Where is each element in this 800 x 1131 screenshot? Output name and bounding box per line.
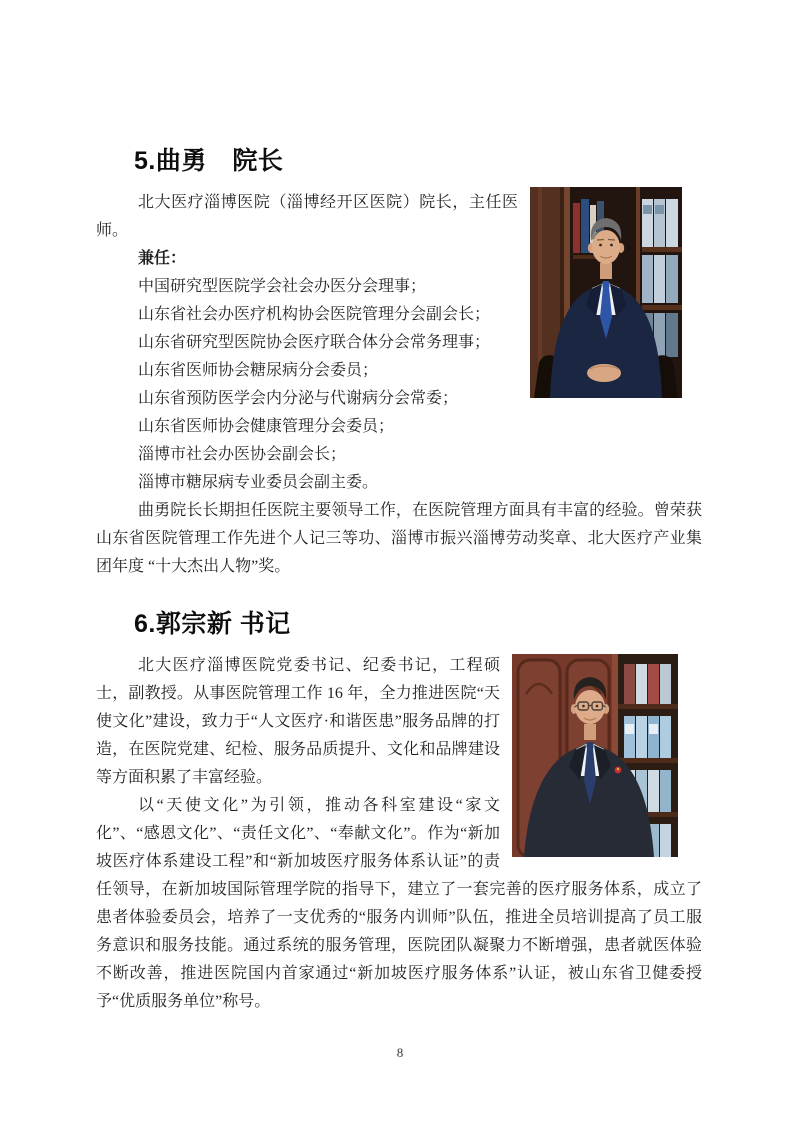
section-heading-guo-zongxin: 6.郭宗新 书记 xyxy=(134,610,291,638)
bio-line: 淄博市社会办医协会副会长； xyxy=(138,446,347,463)
section-guo-zongxin xyxy=(96,609,702,1016)
section-qu-yong xyxy=(96,146,702,581)
bio-line: 北大医疗淄博医院（淄博经开区医院）院长，主任医师。 xyxy=(96,194,518,239)
bio-line: 中国研究型医院学会社会办医分会理事； xyxy=(138,278,427,295)
bio-paragraph: 以“天使文化”为引领，推动各科室建设“家文化”、“感恩文化”、“责任文化”、“奉献文化”。作为“新加坡医疗体系建设工程”和“新加坡医疗服务体系认证”的责任领导，在新加坡国际管理学院的指导下，建立了一套完善的医疗服务体系，成立了患者体验委员会，培养了一支优秀的“服务内训师”队伍，推进全员培训提高了员工服务意识和服务技能。通过系统的服务管理，医院团队凝聚力不断增强，患者就医体验不断改善，推进医院国内首家通过“新加坡医疗服务体系”认证，被山东省卫健委授予“优质服务单位”称号。 xyxy=(96,797,702,1010)
section-body-qu-yong xyxy=(96,189,702,581)
bio-line: 淄博市糖尿病专业委员会副主委。 xyxy=(138,474,379,491)
bio-line-duties-label: 兼任： xyxy=(138,250,187,267)
guo-zongxin-portrait-photo xyxy=(512,654,678,857)
bio-line: 山东省研究型医院协会医疗联合体分会常务理事； xyxy=(138,334,491,351)
section-body-guo-zongxin xyxy=(96,652,702,1016)
bio-paragraph: 曲勇院长长期担任医院主要领导工作，在医院管理方面具有丰富的经验。曾荣获山东省医院管理工作先进个人记三等功、淄博市振兴淄博劳动奖章、北大医疗产业集团年度 “十大杰出人物”奖。 xyxy=(96,502,702,575)
bio-line: 山东省医师协会糖尿病分会委员； xyxy=(138,362,379,379)
qu-yong-portrait-photo xyxy=(530,187,682,398)
page-number: 8 xyxy=(396,1045,404,1060)
section-heading-qu-yong: 5.曲勇 院长 xyxy=(134,147,284,175)
bio-line: 山东省社会办医疗机构协会医院管理分会副会长； xyxy=(138,306,491,323)
bio-line: 山东省预防医学会内分泌与代谢病分会常委； xyxy=(138,390,459,407)
bio-paragraph: 北大医疗淄博医院党委书记、纪委书记，工程硕士，副教授。从事医院管理工作 16 年，全力推进医院“天使文化”建设，致力于“人文医疗·和谐医患”服务品牌的打造，在医院党建、纪检、服务品质提升、文化和品牌建设等方面积累了丰富经验。 xyxy=(96,657,500,786)
bio-line: 山东省医师协会健康管理分会委员； xyxy=(138,418,395,435)
